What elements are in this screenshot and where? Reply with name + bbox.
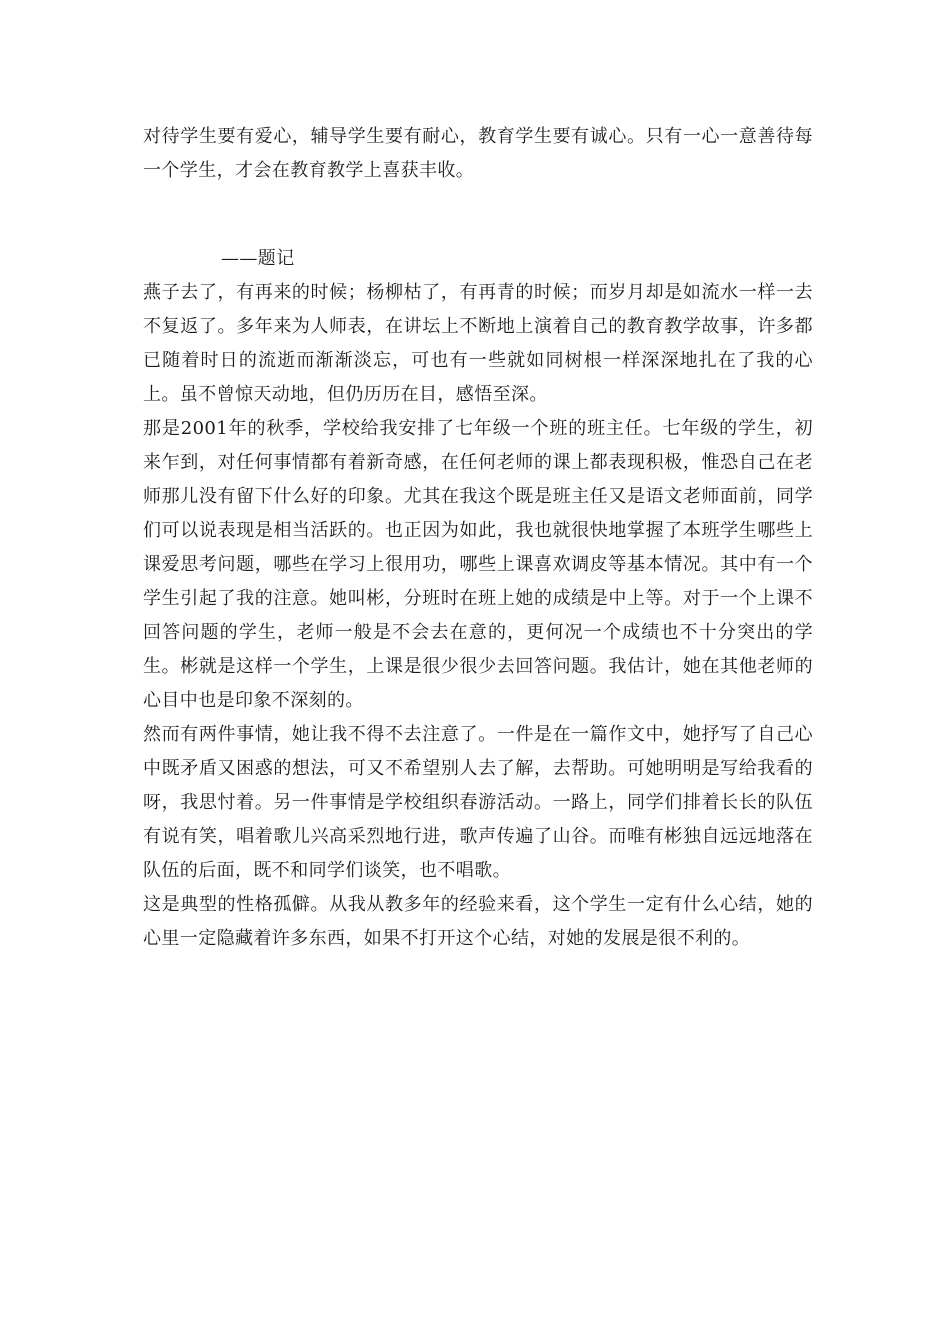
- paragraph-1: 燕子去了，有再来的时候；杨柳枯了，有再青的时候；而岁月却是如流水一样一去不复返了。多年来为人师表，在讲坛上不断地上演着自己的教育教学故事，许多都已随着时日的流逝而渐渐淡忘，可也有一些就如同树根一样深深地扎在了我的心上。虽不曾惊天动地，但仍历历在目，感悟至深。: [143, 282, 813, 405]
- epigraph-attribution: ——题记: [221, 248, 295, 269]
- paragraph-4: 这是典型的性格孤僻。从我从教多年的经验来看，这个学生一定有什么心结，她的心里一定隐藏着许多东西，如果不打开这个心结，对她的发展是很不利的。: [143, 894, 813, 949]
- paragraph-2: 那是2001年的秋季，学校给我安排了七年级一个班的班主任。七年级的学生，初来乍到，对任何事情都有着新奇感，在任何老师的课上都表现积极，惟恐自己在老师那儿没有留下什么好的印象。尤其在我这个既是班主任又是语文老师面前，同学们可以说表现是相当活跃的。也正因为如此，我也就很快地掌握了本班学生哪些上课爱思考问题，哪些在学习上很用功，哪些上课喜欢调皮等基本情况。其中有一个学生引起了我的注意。她叫彬，分班时在班上她的成绩是中上等。对于一个上课不回答问题的学生，老师一般是不会去在意的，更何况一个成绩也不十分突出的学生。彬就是这样一个学生，上课是很少很少去回答问题。我估计，她在其他老师的心目中也是印象不深刻的。: [143, 418, 813, 711]
- paragraph-3: 然而有两件事情，她让我不得不去注意了。一件是在一篇作文中，她抒写了自己心中既矛盾又困惑的想法，可又不希望别人去了解，去帮助。可她明明是写给我看的呀，我思忖着。另一件事情是学校组织春游活动。一路上，同学们排着长长的队伍有说有笑，唱着歌儿兴高采烈地行进，歌声传遍了山谷。而唯有彬独自远远地落在队伍的后面，既不和同学们谈笑，也不唱歌。: [143, 724, 813, 881]
- document-body: [143, 120, 813, 956]
- epigraph-text: 对待学生要有爱心，辅导学生要有耐心，教育学生要有诚心。只有一心一意善待每一个学生，才会在教育教学上喜获丰收。: [143, 126, 813, 181]
